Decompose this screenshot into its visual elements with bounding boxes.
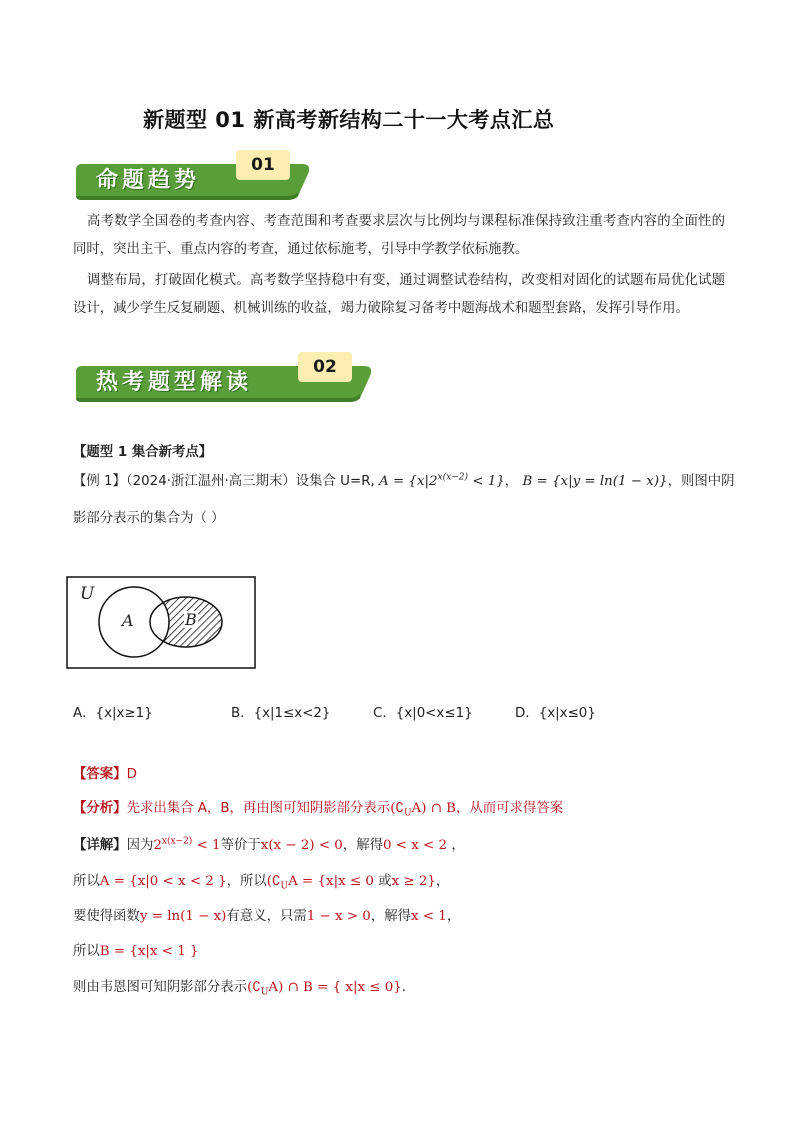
detail-text: 等价于 bbox=[220, 838, 261, 853]
venn-svg bbox=[66, 576, 256, 669]
detail-text: 所以 bbox=[73, 944, 100, 959]
detail-math-tail: < 1 bbox=[192, 838, 221, 853]
detail-text: 所以 bbox=[73, 874, 100, 889]
answer-value: D bbox=[126, 767, 137, 782]
analysis-expr-a: (∁ bbox=[390, 801, 404, 816]
detail-math-sub: U bbox=[260, 987, 269, 998]
venn-diagram bbox=[66, 576, 256, 669]
section-number-badge: 01 bbox=[236, 150, 290, 180]
analysis-expr bbox=[390, 801, 457, 819]
example-suffix: ，则图中阴 bbox=[667, 474, 735, 489]
detail-line-5 bbox=[73, 976, 406, 998]
section-banner-trend bbox=[76, 156, 316, 202]
detail-math: x < 1 bbox=[411, 909, 447, 924]
example-stem-line-1 bbox=[73, 470, 735, 489]
analysis-tag: 【分析】 bbox=[73, 801, 127, 816]
analysis-expr-sub: U bbox=[403, 808, 412, 819]
option-a[interactable]: A．{x|x≥1} bbox=[73, 706, 153, 721]
detail-math-a: (∁ bbox=[247, 980, 261, 995]
detail-text: ， bbox=[447, 838, 465, 853]
set-a-tail: < 1} bbox=[468, 474, 505, 489]
detail-text: . bbox=[401, 980, 407, 995]
detail-line-4 bbox=[73, 940, 199, 959]
detail-math: 0 < x < 2 bbox=[383, 838, 448, 853]
section-label: 命题趋势 bbox=[96, 167, 201, 193]
separator: ， bbox=[504, 474, 519, 489]
detail-math-base: 2 bbox=[153, 838, 162, 853]
detail-math: B = {x|x < 1 } bbox=[99, 944, 199, 959]
detail-line-1 bbox=[73, 834, 465, 853]
analysis-line bbox=[73, 797, 563, 819]
detail-math: 1 − x > 0 bbox=[306, 909, 371, 924]
detail-math: x ≥ 2} bbox=[391, 874, 436, 889]
detail-math-a: (∁ bbox=[266, 874, 281, 889]
detail-math-b: A) ∩ B = { x|x ≤ 0} bbox=[268, 980, 402, 995]
section-label: 热考题型解读 bbox=[96, 369, 253, 395]
answer-tag: 【答案】 bbox=[73, 767, 127, 782]
detail-math-b: A = {x|x ≤ 0 bbox=[288, 874, 374, 889]
trend-paragraph-2: 调整布局，打破固化模式。高考数学坚持稳中有变，通过调整试卷结构，改变相对固化的试题布局优化试题设计，减少学生反复刷题、机械训练的收益，竭力破除复习备考中题海战术和题型套路，发挥引导作用。 bbox=[73, 273, 725, 316]
venn-label-b: B bbox=[185, 610, 197, 629]
detail-text: ，所以 bbox=[226, 874, 267, 889]
detail-math: A = {x|0 < x < 2 } bbox=[99, 874, 227, 889]
detail-text: ， bbox=[435, 874, 450, 889]
detail-line-2 bbox=[73, 870, 449, 892]
question-type-heading: 【题型 1 集合新考点】 bbox=[73, 445, 213, 460]
section-banner-hot-types bbox=[76, 358, 376, 404]
detail-math: y = ln(1 − x) bbox=[139, 909, 227, 924]
detail-text: 则由韦恩图可知阴影部分表示 bbox=[73, 980, 248, 995]
venn-label-u: U bbox=[80, 584, 95, 604]
example-stem-line-2: 影部分表示的集合为（ ） bbox=[73, 511, 225, 526]
analysis-text-1: 先求出集合 A，B，再由图可知阴影部分表示 bbox=[126, 801, 391, 816]
detail-text: ，解得 bbox=[342, 838, 383, 853]
detail-math bbox=[247, 980, 402, 998]
set-a-base: A = {x|2 bbox=[379, 474, 438, 489]
page-title: 新题型 01 新高考新结构二十一大考点汇总 bbox=[143, 108, 555, 132]
detail-tag: 【详解】 bbox=[73, 838, 127, 853]
detail-math-exp: x(x−2) bbox=[161, 836, 193, 847]
detail-text: 或 bbox=[373, 874, 392, 889]
option-c[interactable]: C．{x|0<x≤1} bbox=[373, 706, 473, 721]
detail-text: ，解得 bbox=[370, 909, 411, 924]
answer-line bbox=[73, 763, 137, 782]
option-d[interactable]: D．{x|x≤0} bbox=[515, 706, 596, 721]
venn-label-a: A bbox=[122, 611, 134, 630]
detail-math: x(x − 2) < 0 bbox=[260, 838, 343, 853]
set-a-expression bbox=[379, 474, 505, 489]
detail-text: 有意义，只需 bbox=[226, 909, 307, 924]
example-prefix: 【例 1】（2024·浙江温州·高三期末）设集合 U=R, bbox=[73, 474, 375, 489]
detail-text: 因为 bbox=[126, 838, 154, 853]
section-number-badge: 02 bbox=[298, 352, 352, 382]
detail-line-3 bbox=[73, 905, 460, 924]
analysis-expr-b: A) ∩ B bbox=[411, 801, 457, 816]
detail-math bbox=[153, 838, 220, 853]
detail-text: 要使得函数 bbox=[73, 909, 140, 924]
option-b[interactable]: B．{x|1≤x<2} bbox=[231, 706, 331, 721]
set-a-exponent: x(x−2) bbox=[437, 472, 468, 483]
set-b-expression: B = {x|y = ln(1 − x)} bbox=[522, 474, 668, 489]
trend-paragraph-1: 高考数学全国卷的考查内容、考查范围和考查要求层次与比例均与课程标准保持致注重考查内容的全面性的同时，突出主干、重点内容的考查，通过依标施考，引导中学教学依标施教。 bbox=[73, 214, 725, 257]
detail-text: ， bbox=[446, 909, 461, 924]
analysis-text-2: ，从而可求得答案 bbox=[456, 801, 564, 816]
detail-math-sub: U bbox=[280, 881, 289, 892]
detail-math bbox=[266, 874, 374, 892]
